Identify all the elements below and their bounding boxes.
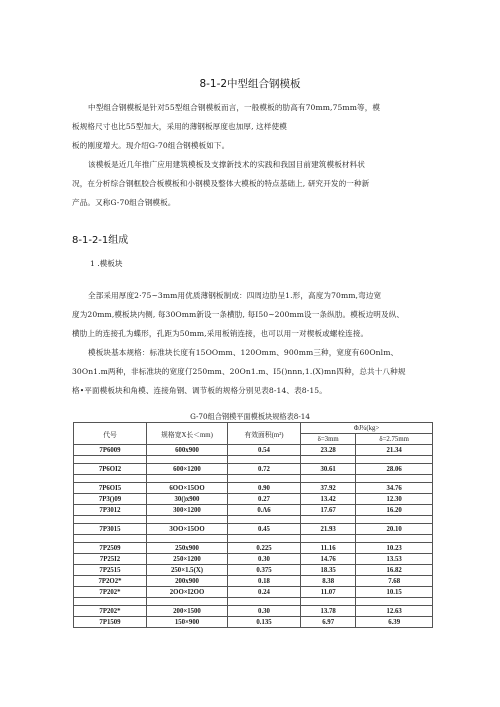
header-thickness-3: δ=3mm — [301, 434, 356, 445]
cell-weight-3: 23.28 — [301, 445, 356, 456]
spacer-cell — [301, 535, 356, 543]
spacer-cell — [301, 456, 356, 464]
intro-line-3: 板的刚度增大。现介绍G-70组合钢模板如下。 — [72, 141, 230, 150]
cell-weight-3: 13.78 — [301, 606, 356, 617]
cell-spec: 300×1200 — [147, 505, 228, 516]
cell-weight-3: 11.16 — [301, 543, 356, 554]
cell-code: 7P6009 — [74, 445, 147, 456]
spacer-cell — [301, 598, 356, 606]
cell-weight-2-75: 34.76 — [356, 483, 433, 494]
table-row — [74, 576, 433, 587]
header-spec: 规格宽X长＜mm) — [147, 423, 228, 445]
item-title: 1 .模板块 — [90, 259, 123, 268]
spacer-cell — [74, 598, 147, 606]
cell-spec: 250×1.5(X) — [147, 565, 228, 576]
intro-line-4: 该模板是近几年推广应用建筑模板及支撑新技术的实践和我国目前建筑模板材料状 — [88, 160, 365, 169]
cell-spec: 250x900 — [147, 543, 228, 554]
spacer-cell — [228, 475, 301, 483]
cell-weight-2-75: 16.20 — [356, 505, 433, 516]
cell-weight-2-75: 12.63 — [356, 606, 433, 617]
cell-area: 0.24 — [228, 587, 301, 598]
spacer-cell — [74, 456, 147, 464]
cell-weight-3: 17.67 — [301, 505, 356, 516]
cell-area: 0.225 — [228, 543, 301, 554]
cell-weight-3: 8.38 — [301, 576, 356, 587]
intro-line-6: 产品。又称G-70组合钢模板。 — [72, 198, 176, 207]
section-title: 8-1-2中型组合钢模板 — [199, 78, 301, 90]
row-spacer — [74, 456, 433, 464]
cell-area: 0.30 — [228, 606, 301, 617]
cell-weight-2-75: 12.30 — [356, 494, 433, 505]
cell-weight-3: 13.42 — [301, 494, 356, 505]
cell-weight-2-75: 20.10 — [356, 524, 433, 535]
body-line-3: 横肋上的连接孔为蝶形，孔距为50mm,采用板销连接，也可以用一对楔板或螺栓连接。 — [72, 329, 369, 338]
cell-weight-3: 11.07 — [301, 587, 356, 598]
spacer-cell — [356, 598, 433, 606]
cell-area: 0.90 — [228, 483, 301, 494]
cell-code: 7P202* — [74, 587, 147, 598]
spacer-cell — [301, 516, 356, 524]
cell-code: 7P6OI5 — [74, 483, 147, 494]
spacer-cell — [147, 535, 228, 543]
spacer-cell — [356, 475, 433, 483]
row-spacer — [74, 516, 433, 524]
table-row — [74, 483, 433, 494]
spacer-cell — [147, 516, 228, 524]
table-row — [74, 464, 433, 475]
cell-weight-2-75: 28.06 — [356, 464, 433, 475]
cell-code: 7P2515 — [74, 565, 147, 576]
spacer-cell — [228, 535, 301, 543]
row-spacer — [74, 598, 433, 606]
cell-area: 0.375 — [228, 565, 301, 576]
cell-code: 7P25I2 — [74, 554, 147, 565]
spacer-cell — [74, 535, 147, 543]
cell-spec: 600x900 — [147, 445, 228, 456]
spacer-cell — [301, 475, 356, 483]
cell-spec: 250×1200 — [147, 554, 228, 565]
cell-code: 7P2509 — [74, 543, 147, 554]
table-row — [74, 494, 433, 505]
cell-weight-2-75: 6.39 — [356, 617, 433, 628]
cell-weight-2-75: 10.15 — [356, 587, 433, 598]
cell-code: 7P2O2* — [74, 576, 147, 587]
cell-weight-2-75: 13.53 — [356, 554, 433, 565]
table-body — [74, 445, 433, 628]
cell-spec: 2OO×I2OO — [147, 587, 228, 598]
cell-area: 0.45 — [228, 524, 301, 535]
cell-spec: 3OO×15OO — [147, 524, 228, 535]
cell-weight-3: 14.76 — [301, 554, 356, 565]
cell-weight-2-75: 10.23 — [356, 543, 433, 554]
spacer-cell — [74, 516, 147, 524]
cell-code: 7P3012 — [74, 505, 147, 516]
cell-spec: 200×1500 — [147, 606, 228, 617]
table-caption: G-70组合钢模平面模板块规格表8-14 — [190, 412, 310, 421]
cell-area: 0.72 — [228, 464, 301, 475]
cell-code: 7P6OI2 — [74, 464, 147, 475]
cell-spec: 600×1200 — [147, 464, 228, 475]
header-area: 有效面积(m²) — [228, 423, 301, 445]
cell-area: 0.135 — [228, 617, 301, 628]
table-row — [74, 587, 433, 598]
cell-code: 7P202* — [74, 606, 147, 617]
body-line-4: 模板块基本规格：标准块长度有15OOmm、120Omm、900mm三种，宽度有60Onlm、 — [88, 348, 399, 357]
cell-area: 0.18 — [228, 576, 301, 587]
cell-code: 7P1509 — [74, 617, 147, 628]
spacer-cell — [228, 516, 301, 524]
cell-area: 0.Λ6 — [228, 505, 301, 516]
spacer-cell — [74, 475, 147, 483]
row-spacer — [74, 475, 433, 483]
intro-line-5: 况，在分析综合钢框胶合板模板和小钢模及整体大模板的特点基础上, 研究开发的一种新 — [72, 179, 370, 188]
cell-spec: 150×900 — [147, 617, 228, 628]
body-line-5: 30On1.m两种，非标准块的宽度仃250mm、20On1.m、I5()nnn,1.(X)mn四种，总共十八种规 — [72, 367, 406, 376]
row-spacer — [74, 535, 433, 543]
cell-weight-2-75: 21.34 — [356, 445, 433, 456]
cell-area: 0.30 — [228, 554, 301, 565]
body-line-6: 格•平面模板块和角模、连接角钢、调节板的规格分别见表8-14、表8-15。 — [72, 386, 327, 395]
body-line-1: 全部采用厚度2·75~3mm用优质薄钢板制成：四周边肋呈1.形，高度为70mm,弯边宽 — [88, 291, 382, 300]
cell-weight-3: 37.92 — [301, 483, 356, 494]
spacer-cell — [228, 456, 301, 464]
table-row — [74, 445, 433, 456]
spec-table — [73, 422, 433, 628]
spacer-cell — [356, 535, 433, 543]
intro-line-2: 板规格尺寸也比55型加大，采用的薄钢板厚度也加厚, 这样使模 — [72, 122, 287, 131]
header-weight: ΦJ¾(kg> — [301, 423, 433, 434]
cell-spec: 30()x900 — [147, 494, 228, 505]
cell-area: 0.54 — [228, 445, 301, 456]
table-row — [74, 505, 433, 516]
spacer-cell — [356, 516, 433, 524]
cell-code: 7P3()09 — [74, 494, 147, 505]
table-row — [74, 554, 433, 565]
cell-weight-3: 21.93 — [301, 524, 356, 535]
table-row — [74, 524, 433, 535]
body-line-2: 度为20mm,模板块内侧, 每30Omm新设一条横肋, 每I50~200mm设一条纵肋。模板边明及纵、 — [72, 310, 405, 319]
cell-spec: 6OO×15OO — [147, 483, 228, 494]
cell-weight-2-75: 7.68 — [356, 576, 433, 587]
spacer-cell — [147, 598, 228, 606]
cell-area: 0.27 — [228, 494, 301, 505]
spacer-cell — [228, 598, 301, 606]
table-row — [74, 543, 433, 554]
cell-code: 7P3015 — [74, 524, 147, 535]
spacer-cell — [147, 475, 228, 483]
header-thickness-2-75: δ=2.75mm — [356, 434, 433, 445]
spacer-cell — [356, 456, 433, 464]
cell-weight-2-75: 16.82 — [356, 565, 433, 576]
cell-spec: 200x900 — [147, 576, 228, 587]
intro-line-1: 中型组合钢模板是针对55型组合钢模板而言，一般模板的肋高有70mm,75mm等，模 — [88, 103, 381, 112]
subsection-title: 8-1-2-1组成 — [72, 235, 129, 246]
cell-weight-3: 30.61 — [301, 464, 356, 475]
table-row — [74, 565, 433, 576]
cell-weight-3: 18.35 — [301, 565, 356, 576]
spacer-cell — [147, 456, 228, 464]
cell-weight-3: 6.97 — [301, 617, 356, 628]
table-row — [74, 617, 433, 628]
header-code: 代号 — [74, 423, 147, 445]
table-row — [74, 606, 433, 617]
